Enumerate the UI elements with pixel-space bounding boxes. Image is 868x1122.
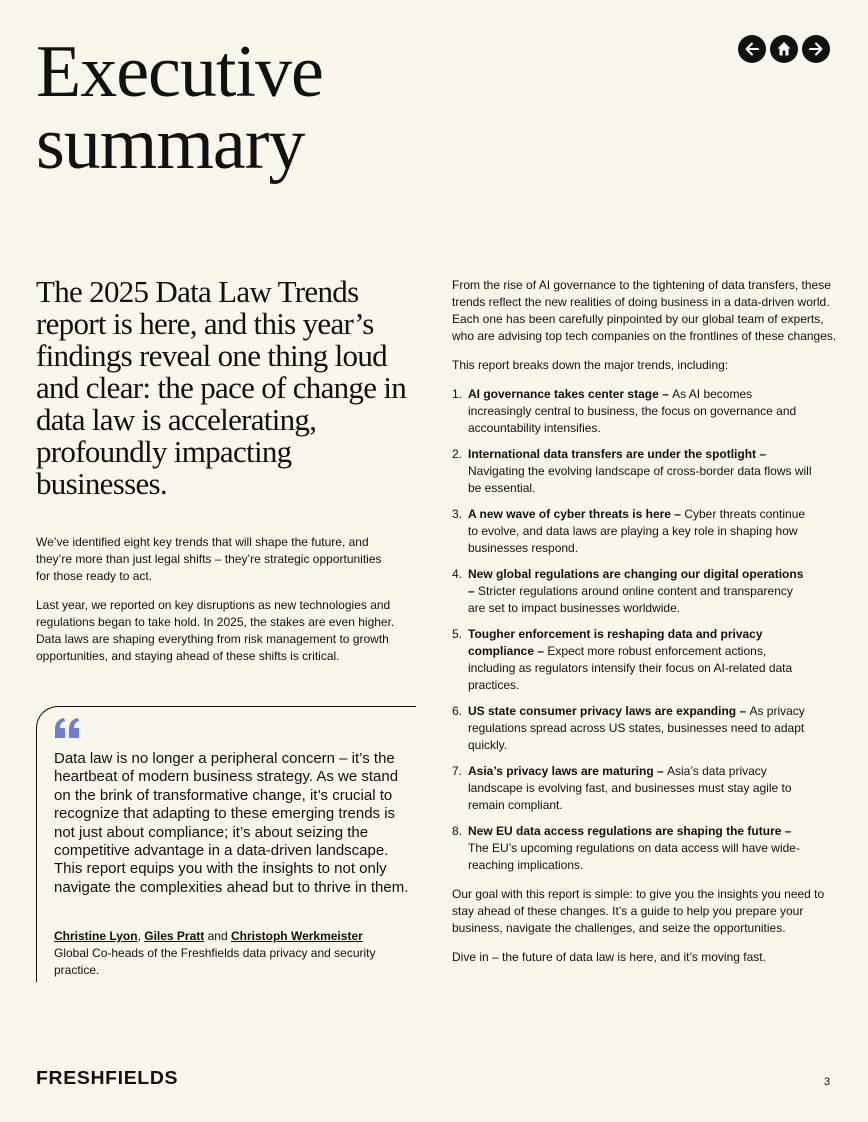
- quote-mark-icon: [53, 717, 81, 739]
- closing-paragraph: Dive in – the future of data law is here, and it’s moving fast.: [452, 950, 766, 964]
- intro-paragraph: We’ve identified eight key trends that will shape the future, and they’re more than just legal shifts – they’re strategic opportunities for those ready to act.: [36, 535, 382, 583]
- quote-text: Data law is no longer a peripheral concern – it’s the heartbeat of modern business strategy. As we stand on the brink of transformative change, it’s crucial to recognize that adapting to these emerging trends is not just about compliance; it’s about seizing the competitive advantage in a data-driven landscape. This report equips you with the insights to not only navigate the complexities ahead but to thrive in them.: [54, 750, 409, 896]
- trend-title: New global regulations are changing our digital operations –: [468, 567, 804, 598]
- trend-description: The EU’s upcoming regulations on data access will have wide-reaching implications.: [468, 841, 800, 872]
- page-number: 3: [824, 1076, 831, 1088]
- author-link-1[interactable]: Christine Lyon: [54, 929, 138, 943]
- trend-description: Asia’s data privacy landscape is evolving fast, and businesses must stay agile to remain compliant.: [468, 764, 792, 812]
- trends-list-intro: This report breaks down the major trends, including:: [452, 358, 729, 372]
- quote-attribution: [54, 928, 414, 979]
- list-item: [452, 566, 813, 617]
- trend-title: Asia’s privacy laws are maturing –: [468, 764, 667, 778]
- lede-heading: The 2025 Data Law Trends report is here, and this year’s findings reveal one thing loud and clear: the pace of change in data law is accelerating, profoundly impacting businesses.: [36, 274, 407, 501]
- author-link-3[interactable]: Christoph Werkmeister: [230, 929, 363, 943]
- trends-intro: From the rise of AI governance to the tightening of data transfers, these trends reflect the new realities of doing business in a data-driven world. Each one has been carefully pinpointed by our global team of experts, who are advising top tech companies on the frontlines of these changes.: [452, 278, 837, 343]
- list-number: 6.: [452, 704, 463, 718]
- arrow-right-icon: [807, 40, 825, 58]
- list-item: [452, 446, 813, 497]
- home-button[interactable]: [770, 35, 798, 63]
- trend-description: Navigating the evolving landscape of cross-border data flows will be essential.: [468, 464, 812, 495]
- quote-authors: [54, 928, 414, 945]
- title-line-2: summary: [36, 103, 305, 185]
- trends-list: [452, 386, 838, 874]
- back-button[interactable]: [738, 35, 766, 63]
- list-item: [452, 626, 813, 694]
- list-item: [452, 506, 813, 557]
- trend-title: A new wave of cyber threats is here –: [468, 507, 685, 521]
- list-item: [452, 386, 813, 437]
- forward-button[interactable]: [802, 35, 830, 63]
- right-column: [452, 277, 838, 978]
- trend-description: As privacy regulations spread across US states, businesses need to adapt quickly.: [468, 704, 805, 752]
- trend-title: US state consumer privacy laws are expanding –: [468, 704, 750, 718]
- list-item: [452, 823, 813, 874]
- trend-description: Cyber threats continue to evolve, and data laws are playing a key role in shaping how businesses respond.: [468, 507, 806, 555]
- freshfields-logo: FRESHFIELDS: [36, 1068, 179, 1088]
- trend-title: AI governance takes center stage –: [468, 387, 673, 401]
- list-item: [452, 763, 813, 814]
- list-number: 3.: [452, 507, 463, 521]
- list-item: [452, 703, 813, 754]
- list-number: 7.: [452, 764, 463, 778]
- list-number: 2.: [452, 447, 463, 461]
- author-separator-1: ,: [137, 929, 145, 943]
- goal-paragraph: Our goal with this report is simple: to give you the insights you need to stay ahead of these changes. It’s a guide to help you prepare your business, navigate the challenges, and seize the opportunities.: [452, 887, 825, 935]
- list-number: 8.: [452, 824, 463, 838]
- trend-title: New EU data access regulations are shaping the future –: [468, 824, 792, 838]
- author-separator-2: and: [204, 929, 231, 943]
- arrow-left-icon: [743, 40, 761, 58]
- author-link-2[interactable]: Giles Pratt: [144, 929, 205, 943]
- trend-title: International data transfers are under the spotlight –: [468, 447, 767, 461]
- title-line-1: Executive: [36, 31, 323, 113]
- left-body-text: [36, 534, 398, 677]
- home-icon: [775, 40, 793, 58]
- list-number: 1.: [452, 387, 463, 401]
- trend-description: Stricter regulations around online content and transparency are set to impact businesses worldwide.: [468, 584, 793, 615]
- trend-description: As AI becomes increasingly central to business, the focus on governance and accountability intensifies.: [468, 387, 797, 435]
- quote-author-role: Global Co-heads of the Freshfields data privacy and security practice.: [54, 946, 376, 977]
- list-number: 5.: [452, 627, 463, 641]
- page-title: [36, 31, 323, 185]
- trend-description: Expect more robust enforcement actions, including as regulators intensify their focus on AI-related data practices.: [468, 644, 793, 692]
- context-paragraph: Last year, we reported on key disruptions as new technologies and regulations began to take hold. In 2025, the stakes are even higher. Data laws are shaping everything from risk management to growth opportunities, and staying ahead of these shifts is critical.: [36, 598, 395, 663]
- page-navigation: [738, 35, 830, 63]
- trend-title: Tougher enforcement is reshaping data and privacy compliance –: [468, 627, 763, 658]
- pull-quote: [36, 706, 416, 982]
- list-number: 4.: [452, 567, 463, 581]
